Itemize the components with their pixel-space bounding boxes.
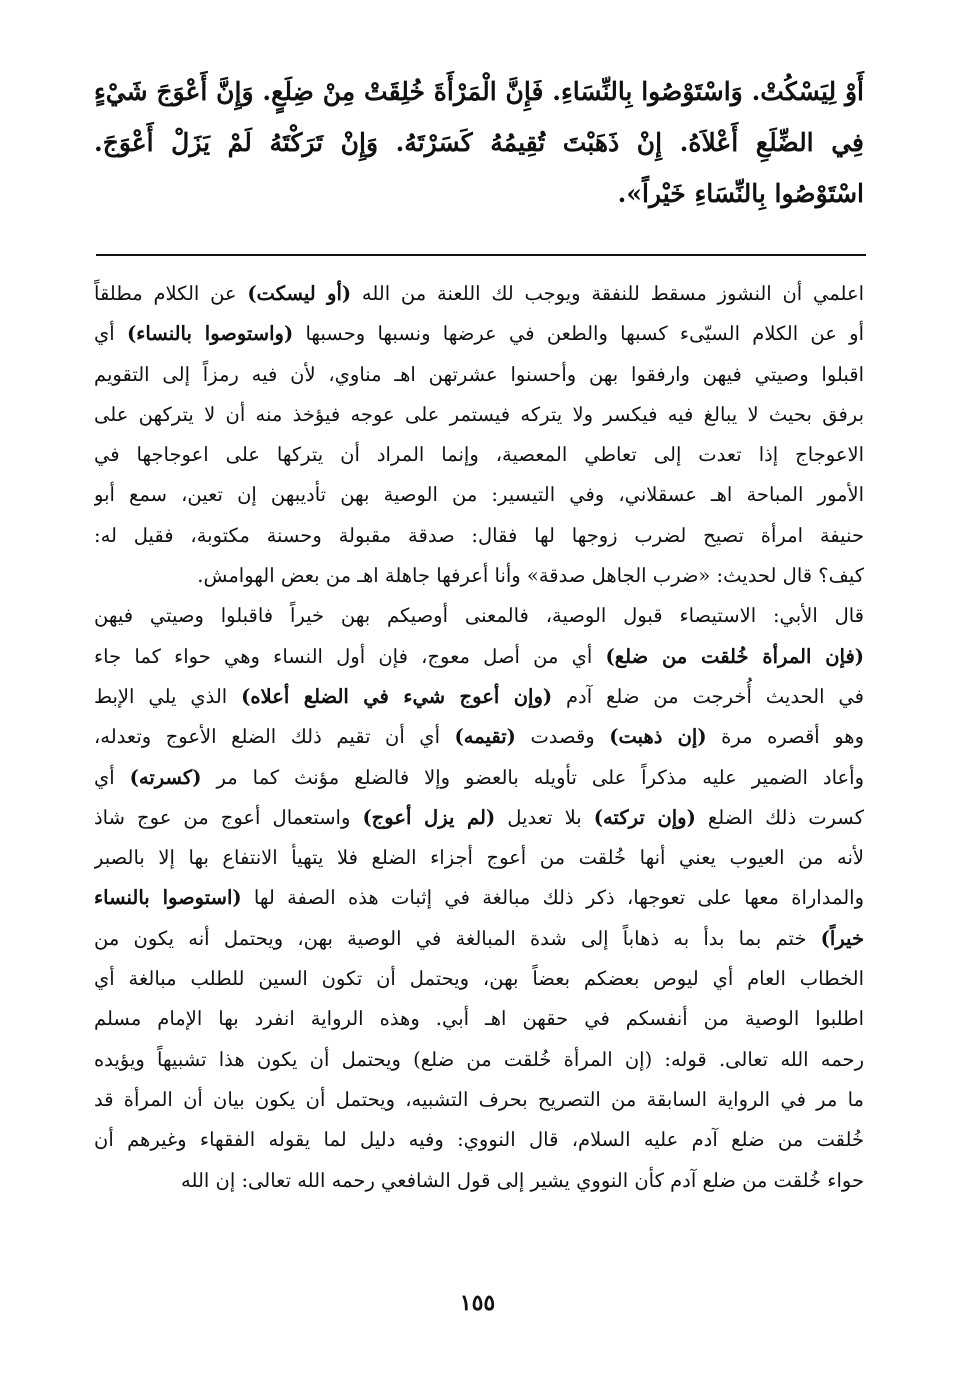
commentary-text: الذي يلي الإبط [94, 684, 242, 708]
commentary-text: أي أن تقيم ذلك الضلع الأعوج وتعدله، [94, 725, 455, 749]
quoted-phrase: (وإن تركته) [593, 805, 696, 829]
commentary-line [94, 999, 864, 1039]
commentary-text: بلا تعديل [495, 805, 594, 829]
commentary-text: اقبلوا وصيتي فيهن وارفقوا بهن وأحسنوا عشرتهن اهـ مناوي، لأن فيه رمزاً إلى التقويم [94, 362, 864, 386]
commentary-text: أي من أصل معوج، فإن أول النساء وهي حواء كما جاء [94, 644, 606, 668]
quoted-phrase: (إن ذهبت) [609, 725, 707, 749]
commentary-line [94, 435, 864, 475]
commentary-text: وهو أقصره مرة [706, 725, 864, 749]
commentary-text: أو عن الكلام السيّىء كسبها والطعن في عرضها ونسبها وحسبها [293, 322, 864, 346]
commentary-line [94, 677, 864, 717]
commentary-line [94, 1161, 864, 1201]
commentary-text: كيف؟ قال لحديث: «ضرب الجاهل صدقة» وأنا أعرفها جاهلة اهـ من بعض الهوامش. [197, 564, 864, 588]
commentary-line [94, 798, 864, 838]
commentary-line [94, 596, 864, 636]
commentary-line [94, 1080, 864, 1120]
commentary-text: وأعاد الضمير عليه مذكراً على تأويله بالعضو وإلا فالضلع مؤنث كما مر [201, 765, 864, 789]
quoted-phrase: (فإن المرأة خُلقت من ضلع) [605, 644, 864, 668]
quoted-phrase: (كسرته) [129, 765, 202, 789]
commentary-text: لأنه من العيوب يعني أنها خُلقت من أعوج أجزاء الضلع فلا يتهيأ الانتفاع بها إلا بالصبر [94, 846, 864, 870]
commentary-line [94, 475, 864, 515]
commentary-text: أي [94, 765, 130, 789]
commentary-text: اعلمي أن النشوز مسقط للنفقة ويوجب لك اللعنة من الله [351, 282, 864, 305]
quoted-phrase: (أو ليسكت) [247, 282, 352, 305]
commentary-text: خُلقت من ضلع آدم عليه السلام، قال النووي: وفيه دليل لما يقوله الفقهاء وغيرهم أن [94, 1128, 864, 1152]
commentary-line [94, 274, 864, 314]
commentary-text: عن الكلام مطلقاً [94, 282, 248, 305]
quoted-phrase: (وإن أعوج شيء في الضلع أعلاه) [241, 684, 553, 708]
commentary-text: الخطاب العام أي ليوص بعضكم بعضاً بهن، ويحتمل أن تكون السين للطلب مبالغة أي [94, 967, 864, 991]
commentary-block [94, 274, 864, 1201]
quoted-phrase: خيراً) [820, 926, 864, 950]
commentary-text: كسرت ذلك الضلع [695, 805, 864, 829]
commentary-line [94, 959, 864, 999]
commentary-text: حنيفة امرأة تصيح لضرب زوجها لها فقال: صدقة مقبولة وحسنة مكتوبة، فقيل له: [94, 523, 864, 547]
footnote-divider [96, 254, 866, 256]
commentary-text: ختم بما بدأ به ذهاباً إلى شدة المبالغة في الوصية بهن، ويحتمل أنه يكون من [94, 926, 821, 950]
quoted-phrase: (واستوصوا بالنساء) [126, 322, 294, 346]
commentary-line [94, 878, 864, 918]
commentary-text: ما مر في الرواية السابقة من التصريح بحرف التشبيه، ويحتمل أن يكون بيان أن المرأة قد [94, 1087, 864, 1111]
commentary-line [94, 395, 864, 435]
quoted-phrase: (استوصوا بالنساء [94, 886, 242, 910]
commentary-line [94, 717, 864, 757]
commentary-text: والمداراة معها على تعوجها، ذكر ذلك مبالغة في إثبات هذه الصفة لها [241, 886, 864, 910]
commentary-line [94, 758, 864, 798]
commentary-line [94, 1120, 864, 1160]
commentary-line [94, 1040, 864, 1080]
commentary-text: أي [94, 322, 127, 346]
commentary-line [94, 314, 864, 354]
page-number: ١٥٥ [459, 1290, 496, 1316]
quoted-phrase: (لم يزل أعوج) [362, 805, 496, 829]
commentary-text: واستعمال أعوج من عوج شاذ [94, 805, 363, 829]
commentary-line [94, 556, 864, 596]
commentary-text: الاعوجاج إذا تعدت إلى تعاطي المعصية، وإنما المراد أن يتركها على اعوجاجها في [94, 443, 864, 467]
commentary-text: برفق بحيث لا يبالغ فيه فيكسر ولا يتركه فيستمر على عوجه فيؤخذ منه أن لا يتركهن على [94, 402, 864, 426]
hadith-text: أَوْ لِيَسْكُتْ. وَاسْتَوْصُوا بِالنِّسَاءِ. فَإِنَّ الْمَرْأَةَ خُلِقَتْ مِنْ ضِلَعٍ. وَإِنَّ أَعْوَجَ شَيْءٍ فِي الضِّلَعِ أَعْلاَهُ. إِنْ ذَهَبْتَ تُقِيمُهُ كَسَرْتَهُ. وَإِنْ تَرَكْتَهُ لَمْ يَزَلْ أَعْوَجَ. اسْتَوْصُوا بِالنِّسَاءِ خَيْراً». [94, 77, 864, 208]
commentary-text: حواء خُلقت من ضلع آدم كأن النووي يشير إلى قول الشافعي رحمه الله تعالى: إن الله [181, 1168, 864, 1192]
quoted-phrase: (تقيمه) [454, 725, 516, 749]
commentary-line [94, 838, 864, 878]
commentary-text: في الحديث أُخرجت من ضلع آدم [552, 684, 864, 708]
commentary-line [94, 637, 864, 677]
commentary-line [94, 516, 864, 556]
commentary-text: الأمور المباحة اهـ عسقلاني، وفي التيسير: من الوصية بهن تأديبهن إن تعين، سمع أبو [94, 483, 864, 507]
commentary-text: وقصدت [515, 725, 610, 749]
commentary-text: قال الأبي: الاستيصاء قبول الوصية، فالمعنى أوصيكم بهن خيراً فاقبلوا وصيتي فيهن [94, 604, 864, 628]
commentary-line [94, 355, 864, 395]
commentary-text: اطلبوا الوصية من أنفسكم في حقهن اهـ أبي. وهذه الرواية انفرد بها الإمام مسلم [94, 1007, 864, 1031]
commentary-text: رحمه الله تعالى. قوله: (إن المرأة خُلقت من ضلع) ويحتمل أن يكون هذا تشبيهاً ويؤيده [94, 1047, 864, 1071]
commentary-line [94, 919, 864, 959]
